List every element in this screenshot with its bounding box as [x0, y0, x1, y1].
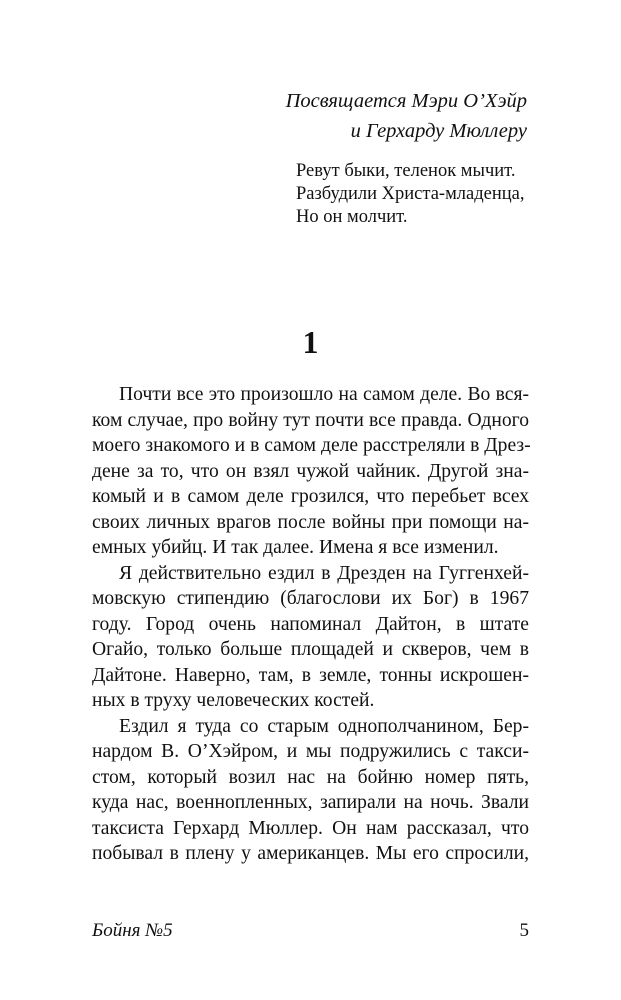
dedication-line: и Герхарду Мюллеру — [350, 120, 527, 142]
text-line: Я действительно ездил в Дрезден на Гуггенхей- — [119, 562, 529, 584]
text-line: году. Город очень напоминал Дайтон, в штате — [92, 613, 529, 635]
text-line: комый и в самом деле грозился, что перебьет всех — [92, 486, 529, 507]
epigraph-line: Ревут быки, теленок мычит. — [296, 161, 516, 181]
epigraph — [296, 160, 525, 229]
text-line: Ездил я туда со старым однополчанином, Бер- — [119, 715, 529, 737]
text-line: мовскую стипендию (благослови их Бог) в 1967 — [92, 588, 529, 609]
body-text — [92, 382, 529, 867]
text-line: своих личных врагов после войны при помощи на- — [92, 511, 529, 533]
text-line: ком случае, про войну тут почти все правда. Одного — [92, 409, 529, 431]
epigraph-line: Разбудили Христа-младенца, — [296, 184, 525, 204]
running-footer-title: Бойня №5 — [92, 920, 173, 941]
text-line: таксиста Герхард Мюллер. Он нам рассказал, что — [92, 817, 529, 839]
text-line: Огайо, только больше площадей и скверов, чем в — [92, 639, 529, 660]
page-number: 5 — [519, 920, 529, 941]
text-line: емных убийц. И так далее. Имена я все изменил. — [92, 537, 499, 558]
dedication — [286, 86, 527, 146]
text-line: стом, который возил нас на бойню номер пять, — [92, 766, 529, 788]
text-line: нардом В. О’Хэйром, и мы подружились с такси- — [92, 741, 529, 762]
text-line: Дайтоне. Наверно, там, в земле, тонны искрошен- — [92, 664, 529, 686]
epigraph-line: Но он молчит. — [296, 207, 408, 227]
dedication-line: Посвящается Мэри О’Хэйр — [285, 90, 527, 112]
chapter-number: 1 — [302, 324, 319, 360]
text-line: куда нас, военнопленных, запирали на ночь. Звали — [92, 792, 529, 813]
text-line: моего знакомого и в самом деле расстреляли в Дрез- — [92, 435, 531, 456]
text-line: дене за то, что он взял чужой чайник. Другой зна- — [92, 460, 529, 482]
text-line: ных в труху человеческих костей. — [92, 690, 375, 711]
text-line: побывал в плену у американцев. Мы его спросили, — [92, 843, 529, 864]
text-line: Почти все это произошло на самом деле. Во вся- — [119, 384, 529, 405]
